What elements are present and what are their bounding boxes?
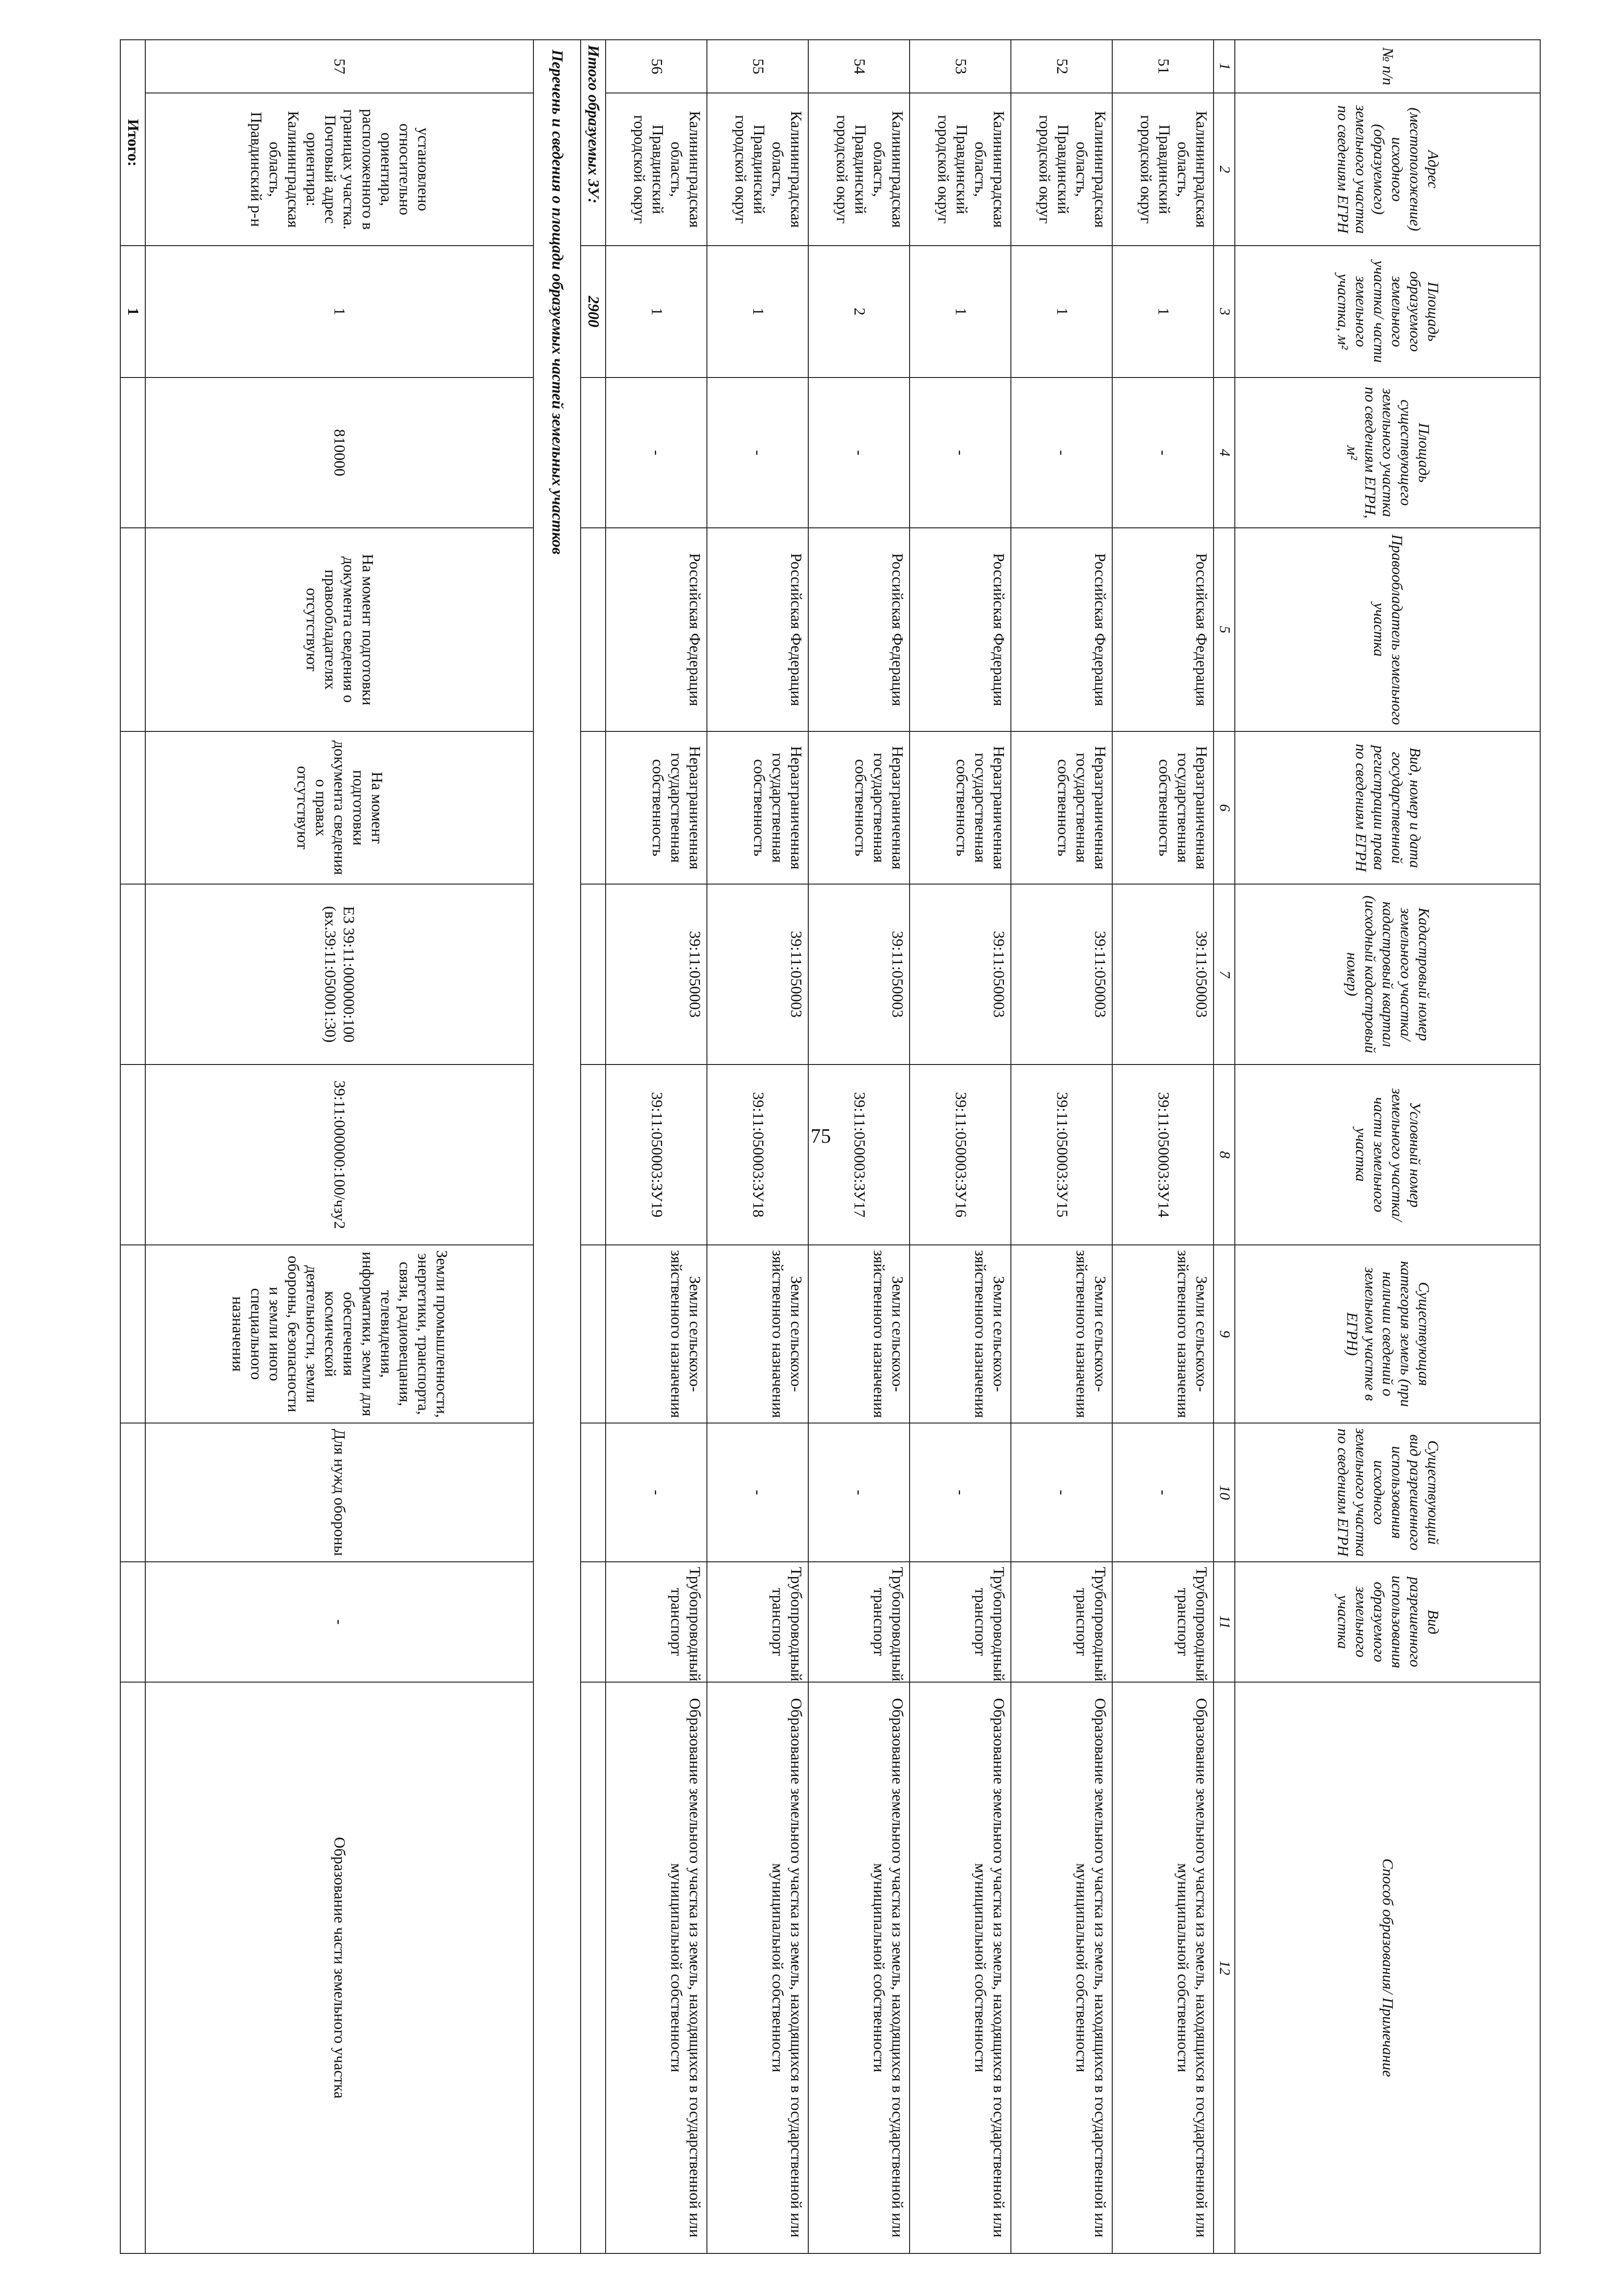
address-cell: установлено относительно ориентира, расположенного в границах участка. Почтовый адрес ориентира: Калининградская область, Правдинский р-н: [145, 93, 533, 246]
table-row: [1011, 40, 1112, 2253]
row-number: 57: [145, 40, 533, 93]
table-row: [145, 40, 533, 2253]
header-cell: Вид, номер и дата государственной регистрации права по сведениям ЕГРН: [1235, 731, 1540, 884]
category-cell: Земли сельскохо-зяйственного назначения: [910, 1245, 1011, 1423]
area-new-cell: 1: [1112, 246, 1214, 378]
header-cell: Условный номер земельного участка/части земельного участка: [1235, 1064, 1540, 1245]
registration-cell: Неразграниченная государственная собственность: [808, 731, 910, 884]
area-new-cell: 1: [910, 246, 1011, 378]
method-cell: Образование земельного участка из земель, находящихся в государственной или муниципальной собственности: [707, 1682, 808, 2253]
conditional-number-cell: 39:11:050003:ЗУ14: [1112, 1064, 1214, 1245]
registration-cell: На момент подготовки документа сведения о правах отсутствуют: [145, 731, 533, 884]
area-new-cell: 1: [707, 246, 808, 378]
column-number: 11: [1214, 1562, 1235, 1682]
header-cell: Адрес (местоположение) исходного (образуемого) земельного участка по сведениям ЕГРН: [1235, 93, 1540, 246]
area-new-cell: 1: [1011, 246, 1112, 378]
table-row: [606, 40, 707, 2253]
area-existing-cell: -: [1011, 378, 1112, 528]
category-cell: Земли сельскохо-зяйственного назначения: [1112, 1245, 1214, 1423]
owner-cell: Российская Федерация: [707, 528, 808, 731]
column-number: 6: [1214, 731, 1235, 884]
method-cell: Образование земельного участка из земель, находящихся в государственной или муниципальной собственности: [808, 1682, 910, 2253]
header-cell: Правообладатель земельного участка: [1235, 528, 1540, 731]
row-number: 55: [707, 40, 808, 93]
registration-cell: Неразграниченная государственная собственность: [910, 731, 1011, 884]
header-cell: № п/п: [1235, 40, 1540, 93]
category-cell: Земли промышленности, энергетики, транспорта, связи, радиовещания, телевидения, информатики, земли для обеспечения космической деятельности, земли обороны, безопасности и земли иного специального назначения: [145, 1245, 533, 1423]
land-plots-table: [120, 39, 1541, 2254]
table-row: [808, 40, 910, 2253]
column-number-row: [1214, 40, 1235, 2253]
column-number: 10: [1214, 1423, 1235, 1562]
area-new-cell: 2: [808, 246, 910, 378]
existing-use-cell: -: [707, 1423, 808, 1562]
conditional-number-cell: 39:11:000000:100/чзу2: [145, 1064, 533, 1245]
new-use-cell: Трубопроводный транспорт: [1112, 1562, 1214, 1682]
table-row: [707, 40, 808, 2253]
cadastral-cell: 39:11:050003: [707, 884, 808, 1064]
subtotal-row: [581, 40, 606, 2253]
area-existing-cell: -: [1112, 378, 1214, 528]
header-cell: Площадь образуемого земельного участка/ части земельного участка, м²: [1235, 246, 1540, 378]
area-existing-cell: -: [606, 378, 707, 528]
header-cell: Способ образования/ Примечание: [1235, 1682, 1540, 2253]
owner-cell: Российская Федерация: [606, 528, 707, 731]
method-cell: Образование земельного участка из земель, находящихся в государственной или муниципальной собственности: [606, 1682, 707, 2253]
conditional-number-cell: 39:11:050003:ЗУ18: [707, 1064, 808, 1245]
category-cell: Земли сельскохо-зяйственного назначения: [606, 1245, 707, 1423]
area-new-cell: 1: [606, 246, 707, 378]
new-use-cell: Трубопроводный транспорт: [606, 1562, 707, 1682]
new-use-cell: -: [145, 1562, 533, 1682]
cadastral-cell: 39:11:050003: [910, 884, 1011, 1064]
header-cell: Вид разрешенного использования образуемого земельного участка: [1235, 1562, 1540, 1682]
method-cell: Образование земельного участка из земель, находящихся в государственной или муниципальной собственности: [1011, 1682, 1112, 2253]
address-cell: Калининградская область, Правдинский городской округ: [808, 93, 910, 246]
existing-use-cell: -: [910, 1423, 1011, 1562]
row-number: 54: [808, 40, 910, 93]
registration-cell: Неразграниченная государственная собственность: [1011, 731, 1112, 884]
cadastral-cell: ЕЗ 39:11:000000:100 (вх.39:11:050001:30): [145, 884, 533, 1064]
area-existing-cell: 810000: [145, 378, 533, 528]
table-row: [910, 40, 1011, 2253]
column-number: 2: [1214, 93, 1235, 246]
owner-cell: Российская Федерация: [910, 528, 1011, 731]
registration-cell: Неразграниченная государственная собственность: [707, 731, 808, 884]
land-plots-table-sheet: [111, 39, 1541, 2253]
table-row: [1112, 40, 1214, 2253]
header-row: [1235, 40, 1540, 2253]
category-cell: Земли сельскохо-зяйственного назначения: [707, 1245, 808, 1423]
column-number: 12: [1214, 1682, 1235, 2253]
conditional-number-cell: 39:11:050003:ЗУ17: [808, 1064, 910, 1245]
existing-use-cell: -: [1112, 1423, 1214, 1562]
section-title-row: [533, 40, 581, 2253]
row-number: 52: [1011, 40, 1112, 93]
row-number: 53: [910, 40, 1011, 93]
address-cell: Калининградская область, Правдинский городской округ: [606, 93, 707, 246]
new-use-cell: Трубопроводный транспорт: [707, 1562, 808, 1682]
total-label: Итого:: [120, 40, 145, 246]
section-title: Перечень и сведения о площади образуемых частей земельных участков: [533, 40, 581, 2253]
new-use-cell: Трубопроводный транспорт: [910, 1562, 1011, 1682]
new-use-cell: Трубопроводный транспорт: [808, 1562, 910, 1682]
cadastral-cell: 39:11:050003: [606, 884, 707, 1064]
conditional-number-cell: 39:11:050003:ЗУ15: [1011, 1064, 1112, 1245]
address-cell: Калининградская область, Правдинский городской округ: [707, 93, 808, 246]
area-existing-cell: -: [707, 378, 808, 528]
row-number: 51: [1112, 40, 1214, 93]
existing-use-cell: -: [1011, 1423, 1112, 1562]
owner-cell: На момент подготовки документа сведения о правообладателях отсутствуют: [145, 528, 533, 731]
address-cell: Калининградская область, Правдинский городской округ: [910, 93, 1011, 246]
column-number: 9: [1214, 1245, 1235, 1423]
row-number: 56: [606, 40, 707, 93]
column-number: 7: [1214, 884, 1235, 1064]
conditional-number-cell: 39:11:050003:ЗУ16: [910, 1064, 1011, 1245]
method-cell: Образование земельного участка из земель, находящихся в государственной или муниципальной собственности: [1112, 1682, 1214, 2253]
column-number: 1: [1214, 40, 1235, 93]
cadastral-cell: 39:11:050003: [1112, 884, 1214, 1064]
total-row: [120, 40, 145, 2253]
method-cell: Образование части земельного участка: [145, 1682, 533, 2253]
cadastral-cell: 39:11:050003: [1011, 884, 1112, 1064]
existing-use-cell: Для нужд обороны: [145, 1423, 533, 1562]
method-cell: Образование земельного участка из земель, находящихся в государственной или муниципальной собственности: [910, 1682, 1011, 2253]
owner-cell: Российская Федерация: [808, 528, 910, 731]
subtotal-label: Итого образуемых ЗУ:: [581, 40, 606, 246]
header-cell: Площадь существующего земельного участка по сведениям ЕГРН, м²: [1235, 378, 1540, 528]
category-cell: Земли сельскохо-зяйственного назначения: [1011, 1245, 1112, 1423]
column-number: 3: [1214, 246, 1235, 378]
existing-use-cell: -: [606, 1423, 707, 1562]
column-number: 5: [1214, 528, 1235, 731]
page-number: 75: [811, 1125, 831, 1147]
total-value: 1: [120, 246, 145, 378]
cadastral-cell: 39:11:050003: [808, 884, 910, 1064]
area-existing-cell: -: [910, 378, 1011, 528]
address-cell: Калининградская область, Правдинский городской округ: [1112, 93, 1214, 246]
column-number: 4: [1214, 378, 1235, 528]
area-existing-cell: -: [808, 378, 910, 528]
owner-cell: Российская Федерация: [1112, 528, 1214, 731]
registration-cell: Неразграниченная государственная собственность: [606, 731, 707, 884]
header-cell: Существующая категория земель (при наличии сведений о земельном участке в ЕГРН): [1235, 1245, 1540, 1423]
address-cell: Калининградская область, Правдинский городской округ: [1011, 93, 1112, 246]
owner-cell: Российская Федерация: [1011, 528, 1112, 731]
header-cell: Кадастровый номер земельного участка/ кадастровый квартал (исходный кадастровый номер): [1235, 884, 1540, 1064]
new-use-cell: Трубопроводный транспорт: [1011, 1562, 1112, 1682]
registration-cell: Неразграниченная государственная собственность: [1112, 731, 1214, 884]
column-number: 8: [1214, 1064, 1235, 1245]
header-cell: Существующий вид разрешенного использования исходного земельного участка по сведениям ЕГРН: [1235, 1423, 1540, 1562]
area-new-cell: 1: [145, 246, 533, 378]
conditional-number-cell: 39:11:050003:ЗУ19: [606, 1064, 707, 1245]
subtotal-value: 2900: [581, 246, 606, 378]
category-cell: Земли сельскохо-зяйственного назначения: [808, 1245, 910, 1423]
existing-use-cell: -: [808, 1423, 910, 1562]
